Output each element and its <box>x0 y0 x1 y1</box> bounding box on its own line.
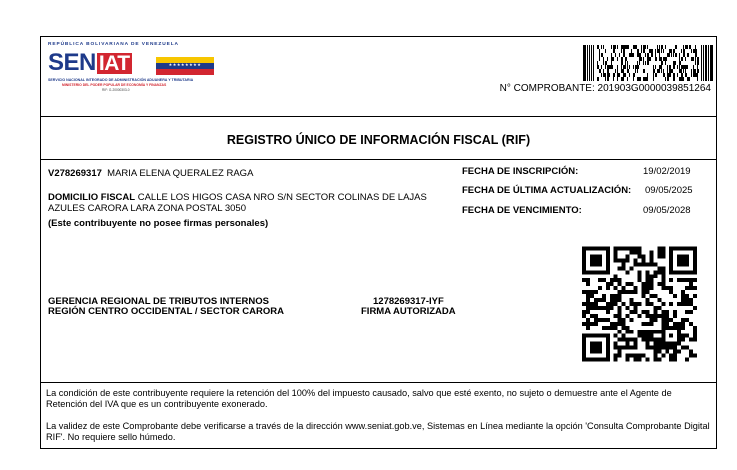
logo-line-2: MINISTERIO DEL PODER POPULAR DE ECONOMÍA Y FINANZAS <box>62 83 167 87</box>
seniat-logo <box>44 40 219 92</box>
divider <box>41 382 716 383</box>
domicilio-label: DOMICILIO FISCAL <box>48 192 136 203</box>
fecha-actualizacion-value: 09/05/2025 <box>645 185 693 196</box>
fecha-vencimiento-label: FECHA DE VENCIMIENTO: <box>462 205 582 216</box>
domicilio-value: CALLE LOS HIGOS CASA NRO S/N SECTOR COLINAS DE LAJAS AZULES CARORA LARA ZONA POSTAL 3050 <box>48 192 427 214</box>
comprobante-value: 201903G0000039851264 <box>597 83 711 94</box>
divider <box>41 159 716 160</box>
footer-retencion: La condición de este contribuyente requiere la retención del 100% del impuesto causado, salvo que esté exento, no sujeto o demuestre ante el Agente de Retención del IVA que es un contribuyente exonerado. <box>46 388 672 409</box>
document-title: REGISTRO ÚNICO DE INFORMACIÓN FISCAL (RIF) <box>226 133 531 147</box>
taxpayer-rif: V278269317 <box>48 168 102 179</box>
taxpayer-line <box>48 168 253 179</box>
logo-brand: SEN IAT <box>48 49 130 76</box>
gerencia-line-2: REGIÓN CENTRO OCCIDENTAL / SECTOR CARORA <box>48 306 284 317</box>
divider <box>41 116 716 117</box>
fecha-vencimiento-value: 09/05/2028 <box>643 205 691 216</box>
comprobante-label: N° COMPROBANTE: <box>499 83 595 94</box>
logo-line-1: SERVICIO NACIONAL INTEGRADO DE ADMINISTRACIÓN ADUANERA Y TRIBUTARIA <box>48 78 194 82</box>
firma-label: FIRMA AUTORIZADA <box>361 306 456 317</box>
rif-document <box>40 36 717 449</box>
comprobante-number <box>500 83 711 94</box>
taxpayer-name: MARIA ELENA QUERALEZ RAGA <box>107 168 254 179</box>
domicilio-fiscal <box>48 193 460 214</box>
firmas-note: (Este contribuyente no posee firmas personales) <box>48 218 269 229</box>
gerencia-line-1: GERENCIA REGIONAL DE TRIBUTOS INTERNOS <box>48 296 269 307</box>
footer-validez: La validez de este Comprobante debe verificarse a través de la dirección www.seniat.gob.ve, Sistemas en Línea mediante la opción 'Consulta Comprobante Digital RIF'. No requiere sello húmedo. <box>46 421 710 442</box>
barcode-icon <box>583 45 713 81</box>
qr-code-icon <box>582 245 697 363</box>
fecha-inscripcion-label: FECHA DE INSCRIPCIÓN: <box>462 166 579 177</box>
firma-code: 1278269317-IYF <box>373 296 444 307</box>
flag-stars-icon: ★★★★★★★★ <box>168 62 202 67</box>
fecha-actualizacion-label: FECHA DE ÚLTIMA ACTUALIZACIÓN: <box>462 185 632 196</box>
logo-line-3: RIF: G-20000303-0 <box>102 88 130 92</box>
fecha-inscripcion-value: 19/02/2019 <box>643 166 691 177</box>
logo-republic-text: REPÚBLICA BOLIVARIANA DE VENEZUELA <box>48 42 179 47</box>
